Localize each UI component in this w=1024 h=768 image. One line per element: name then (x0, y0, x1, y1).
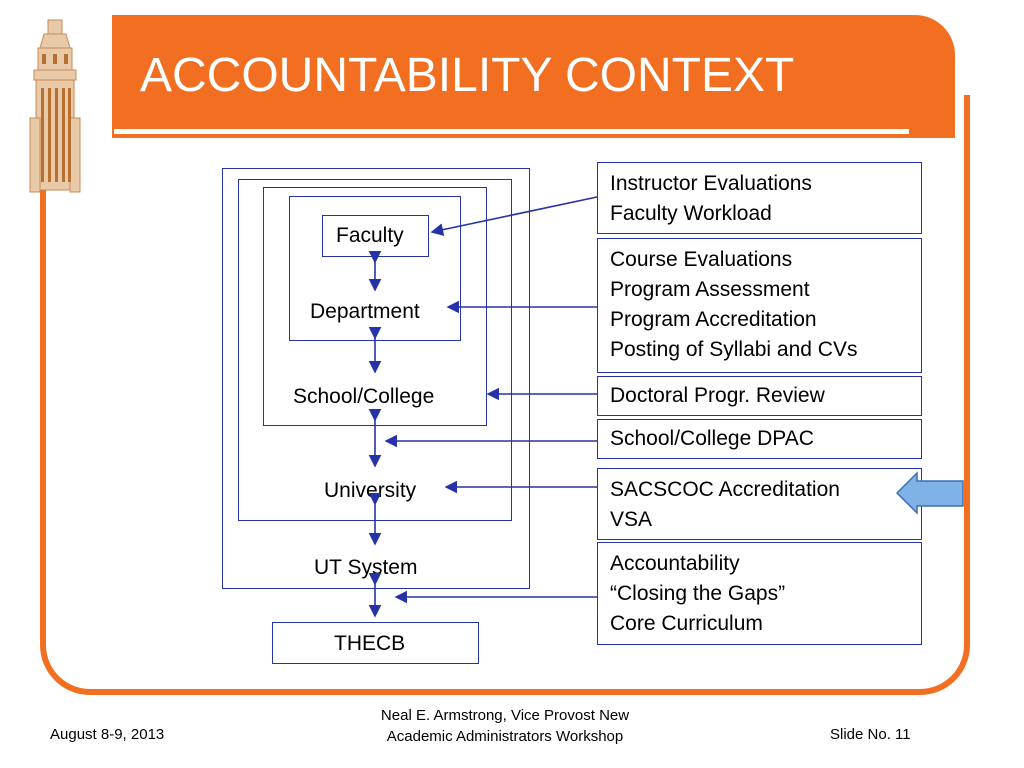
measure-item: Accountability (610, 552, 740, 575)
measure-item: Program Accreditation (610, 308, 817, 331)
measure-item: Faculty Workload (610, 202, 772, 225)
measure-item: Core Curriculum (610, 612, 763, 635)
faculty-label: Faculty (336, 224, 404, 247)
measure-item: Posting of Syllabi and CVs (610, 338, 858, 361)
footer-presenter (330, 705, 680, 747)
university-label: University (324, 479, 417, 502)
arrow-instructor-to-faculty (432, 197, 597, 232)
measure-item: Instructor Evaluations (610, 172, 812, 195)
department-label: Department (310, 300, 420, 323)
left-arrow-pointer-icon (897, 473, 963, 513)
thecb-label: THECB (334, 632, 406, 655)
footer-presenter-line1: Neal E. Armstrong, Vice Provost New (380, 707, 630, 724)
footer-date: August 8-9, 2013 (50, 726, 165, 743)
slide-title: ACCOUNTABILITY CONTEXT (140, 49, 795, 102)
measure-item: VSA (610, 508, 653, 531)
footer-slide-number: Slide No. 11 (830, 726, 911, 743)
footer-presenter-line2: Academic Administrators Workshop (386, 728, 624, 745)
measure-item: Course Evaluations (610, 248, 793, 271)
ut-system-label: UT System (314, 556, 418, 579)
measure-item: “Closing the Gaps” (610, 582, 786, 605)
measure-item: Doctoral Progr. Review (610, 384, 825, 407)
measure-item: Program Assessment (610, 278, 810, 301)
measure-item: SACSCOC Accreditation (610, 478, 840, 501)
school-college-label: School/College (293, 385, 435, 408)
measure-item: School/College DPAC (610, 427, 814, 450)
